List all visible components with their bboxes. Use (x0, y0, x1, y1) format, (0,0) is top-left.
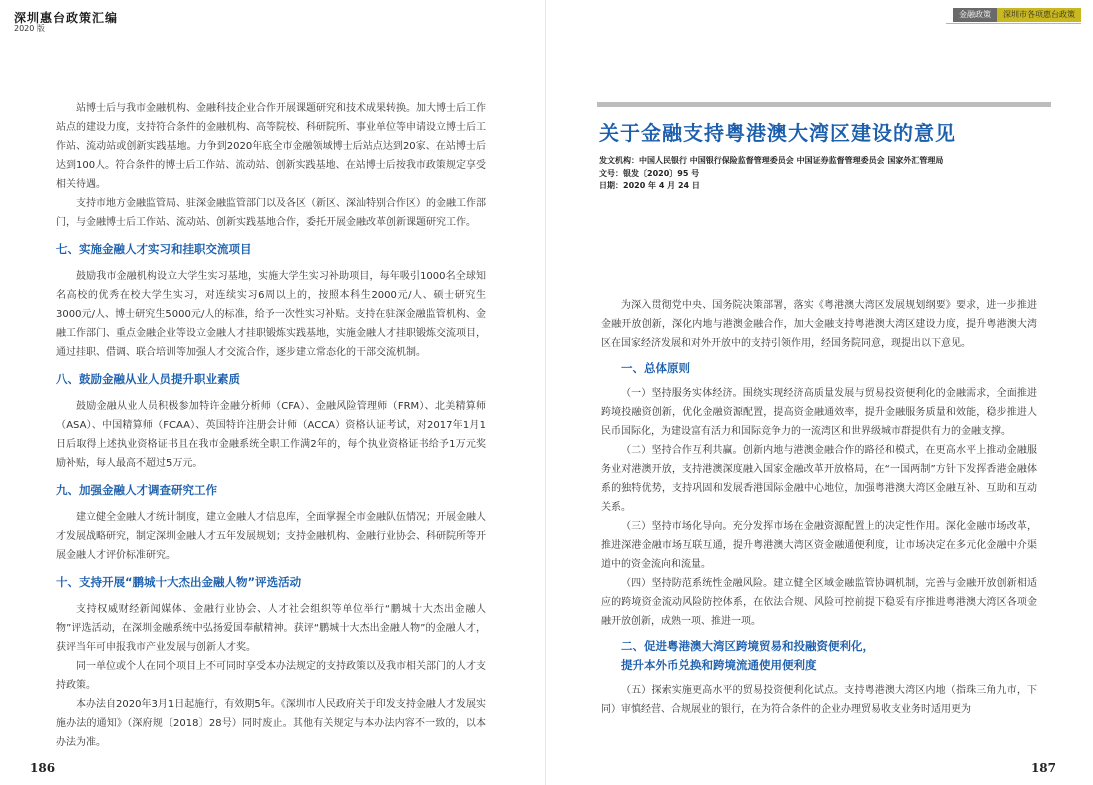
section-heading-7: 七、实施金融人才实习和挂职交流项目 (56, 242, 252, 256)
right-page (546, 0, 1093, 785)
paragraph: （五）探索实施更高水平的贸易投资便利化试点。支持粤港澳大湾区内地（指珠三角九市，下同）审慎经营、合规展业的银行，在为符合条件的企业办理贸易收支业务时适用更为 (601, 685, 1037, 715)
left-page-body (56, 99, 486, 752)
section-heading-8: 八、鼓励金融从业人员提升职业素质 (56, 372, 240, 386)
paragraph: 同一单位或个人在同个项目上不可同时享受本办法规定的支持政策以及我市相关部门的人才支持政策。 (56, 661, 486, 691)
paragraph: （三）坚持市场化导向。充分发挥市场在金融资源配置上的决定性作用。深化金融市场改革，推进深港金融市场互联互通，提升粤港澳大湾区资金融通便利度，让市场决定在多元化金融中介渠道中的资金流向和流量。 (601, 521, 1037, 570)
paragraph: 支持市地方金融监管局、驻深金融监管部门以及各区（新区、深汕特别合作区）的金融工作部门，与金融博士后工作站、流动站、创新实践基地合作，委托开展金融改革创新课题研究工作。 (56, 198, 486, 228)
category-tabs (953, 8, 1081, 22)
paragraph: 鼓励我市金融机构设立大学生实习基地，实施大学生实习补助项目，每年吸引1000名全球知名高校的优秀在校大学生实习，对连续实习6周以上的，按照本科生2000元/人、硕士研究生3000元/人、博士研究生5000元/人的标准，给予一次性实习补贴。支持在驻深金融监管机构、金融工作部门、重点金融企业等设立金融人才挂职锻炼实践基地，实施金融人才挂职锻炼交流项目，通过挂职、借调、联合培训等加强人才交流合作，逐步建立常态化的干部交流机制。 (56, 271, 486, 358)
document-title: 关于金融支持粤港澳大湾区建设的意见 (599, 121, 956, 145)
intro-paragraph: 为深入贯彻党中央、国务院决策部署，落实《粤港澳大湾区发展规划纲要》要求，进一步推进金融开放创新，深化内地与港澳金融合作，加大金融支持粤港澳大湾区建设力度，提升粤港澳大湾区在国家经济发展和对外开放中的支持引领作用，经国务院同意，现提出以下意见。 (601, 300, 1037, 349)
paragraph: （四）坚持防范系统性金融风险。建立健全区域金融监管协调机制，完善与金融开放创新相适应的跨境资金流动风险防控体系，在依法合规、风险可控前提下稳妥有序推进粤港澳大湾区各项金融开放创新，成熟一项、推进一项。 (601, 578, 1037, 627)
right-page-body (601, 296, 1037, 719)
section-heading-9: 九、加强金融人才调查研究工作 (56, 483, 217, 497)
paragraph: （一）坚持服务实体经济。围绕实现经济高质量发展与贸易投资便利化的金融需求，全面推进跨境投融资创新，优化金融资源配置，提高资金融通效率，提升金融服务质量和效能，稳步推进人民币国际化，为建设富有活力和国际竞争力的一流湾区和世界级城市群提供有力的金融支撑。 (601, 388, 1037, 437)
document-meta (599, 155, 943, 193)
tab-financial-policy: 金融政策 (953, 8, 997, 22)
book-edition: 2020 版 (14, 24, 45, 33)
section-heading-2 (621, 637, 1037, 675)
section-heading-2-line2: 提升本外币兑换和跨境流通使用便利度 (621, 658, 817, 672)
left-page (0, 0, 546, 785)
paragraph: 本办法自2020年3月1日起施行，有效期5年。《深圳市人民政府关于印发支持金融人才发展实施办法的通知》（深府规〔2018〕28号）同时废止。其他有关规定与本办法内容不一致的，以本办法为准。 (56, 699, 486, 748)
section-heading-10: 十、支持开展“鹏城十大杰出金融人物”评选活动 (56, 575, 302, 589)
book-title: 深圳惠台政策汇编 (14, 11, 119, 25)
paragraph: 站博士后与我市金融机构、金融科技企业合作开展课题研究和技术成果转换。加大博士后工作站点的建设力度，支持符合条件的金融机构、高等院校、科研院所、事业单位等申请设立博士后工作站、流动站或创新实践基地。力争到2020年底全市金融领域博士后站点达到20家、在站博士后达到100人。符合条件的博士后工作站、流动站、创新实践基地、在站博士后按我市政策规定享受相关待遇。 (56, 103, 486, 190)
paragraph: 建立健全金融人才统计制度，建立金融人才信息库，全面掌握全市金融队伍情况；开展金融人才发展战略研究，制定深圳金融人才五年发展规划；支持金融机构、金融行业协会、科研院所等开展金融人才评价标准研究。 (56, 512, 486, 561)
header-rule (946, 23, 1081, 24)
title-rule (597, 102, 1051, 107)
paragraph: 鼓励金融从业人员积极参加特许金融分析师（CFA）、金融风险管理师（FRM）、北美精算师（ASA）、中国精算师（FCAA）、英国特许注册会计师（ACCA）资格认证考试，对2017年1月1日后取得上述执业资格证书且在我市金融系统全职工作满2年的，每个执业资格证书给予1万元奖励补贴，每人最高不超过5万元。 (56, 401, 486, 469)
doc-number-line: 文号：银发〔2020〕95 号 (599, 168, 700, 178)
page-number: 186 (30, 761, 56, 775)
date-line: 日期：2020 年 4 月 24 日 (599, 181, 700, 190)
paragraph: （二）坚持合作互利共赢。创新内地与港澳金融合作的路径和模式，在更高水平上推动金融服务业对港澳开放，支持港澳深度融入国家金融改革开放格局，在“一国两制”方针下发挥香港金融体系的独特优势，支持巩固和发展香港国际金融中心地位，加强粤港澳大湾区金融互补、互助和互动关系。 (601, 445, 1037, 513)
tab-shenzhen-policies: 深圳市各项惠台政策 (997, 8, 1081, 22)
section-heading-1: 一、总体原则 (621, 361, 690, 375)
section-heading-2-line1: 二、促进粤港澳大湾区跨境贸易和投融资便利化， (621, 639, 874, 653)
paragraph: 支持权威财经新闻媒体、金融行业协会、人才社会组织等单位举行“鹏城十大杰出金融人物”评选活动，在深圳金融系统中弘扬爱国奉献精神。获评“鹏城十大杰出金融人物”的金融人才，获评当年可申报我市产业发展与创新人才奖。 (56, 604, 486, 653)
page-number: 187 (1030, 761, 1056, 775)
issuer-line: 发文机构：中国人民银行 中国银行保险监督管理委员会 中国证券监督管理委员会 国家外汇管理局 (599, 156, 944, 165)
